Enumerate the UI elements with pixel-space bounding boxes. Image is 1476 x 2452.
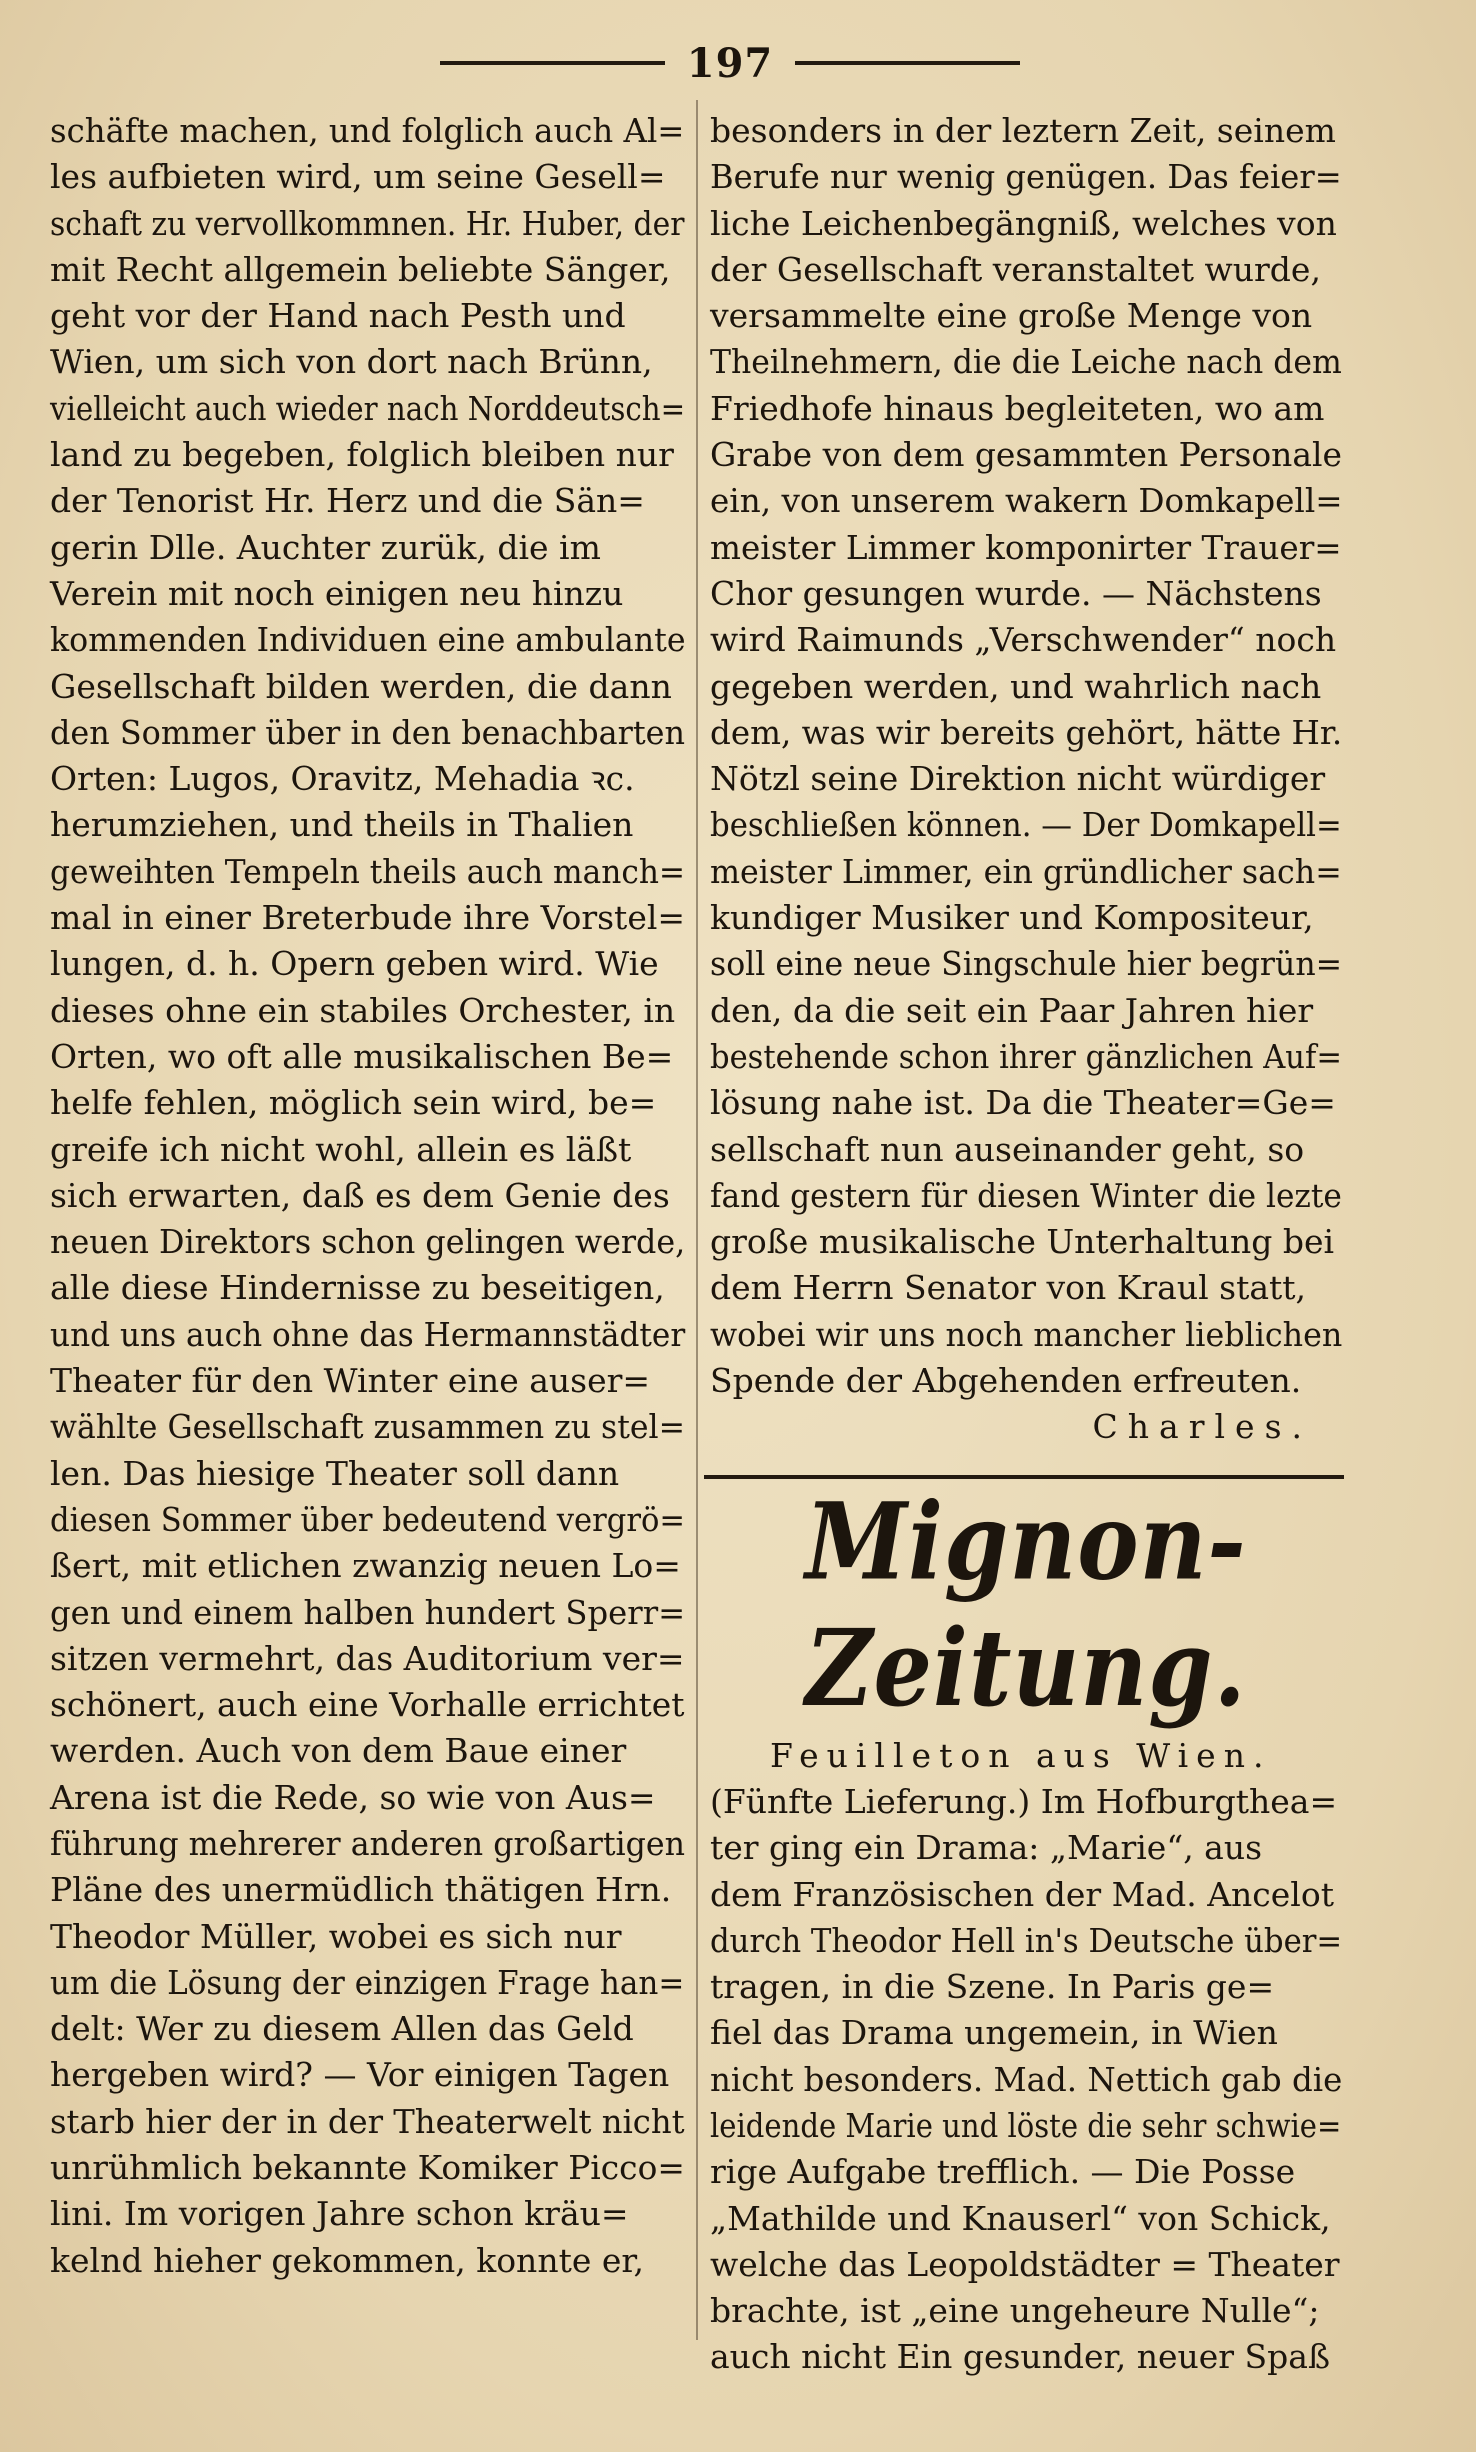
text-line: schaft zu vervollkommnen. Hr. Huber, der	[50, 203, 685, 243]
text-line: große musikalische Unterhaltung bei	[710, 1222, 1335, 1262]
header-rule-left	[440, 61, 665, 65]
feuilleton-heading: Feuilleton aus Wien.	[770, 1735, 1272, 1775]
text-line: der Tenorist Hr. Herz und die Sän=	[50, 481, 645, 521]
text-line: wählte Gesellschaft zusammen zu stel=	[50, 1407, 686, 1447]
text-line: hergeben wird? — Vor einigen Tagen	[50, 2055, 670, 2095]
left-column	[50, 108, 685, 2284]
text-line: dem Französischen der Mad. Ancelot	[710, 1874, 1334, 1914]
text-line: Pläne des unermüdlich thätigen Hrn.	[50, 1870, 672, 1910]
text-line: geht vor der Hand nach Pesth und	[50, 296, 626, 336]
text-line: „Mathilde und Knauserl“ von Schick,	[710, 2198, 1331, 2238]
text-line: leidende Marie und löste die sehr schwie=	[710, 2105, 1342, 2145]
text-line: den Sommer über in den benachbarten	[50, 712, 686, 752]
text-line: den, da die seit ein Paar Jahren hier	[710, 990, 1314, 1030]
text-line: werden. Auch von dem Baue einer	[50, 1731, 627, 1771]
page-number: 197	[686, 39, 774, 87]
text-line: helfe fehlen, möglich sein wird, be=	[50, 1083, 657, 1123]
text-line: versammelte eine große Menge von	[710, 296, 1313, 336]
text-line: fiel das Drama ungemein, in Wien	[710, 2013, 1278, 2053]
text-line: Orten, wo oft alle musikalischen Be=	[50, 1036, 674, 1076]
text-line: gen und einem halben hundert Sperr=	[50, 1592, 686, 1632]
text-line: bestehende schon ihrer gänzlichen Auf=	[710, 1036, 1342, 1076]
text-line: liche Leichenbegängniß, welches von	[710, 203, 1337, 243]
text-line: kommenden Individuen eine ambulante	[50, 620, 686, 660]
text-line: Grabe von dem gesammten Personale	[710, 435, 1342, 475]
text-line: meister Limmer komponirter Trauer=	[710, 527, 1342, 567]
text-line: Verein mit noch einigen neu hinzu	[50, 573, 624, 613]
text-line: rige Aufgabe trefflich. — Die Posse	[710, 2152, 1296, 2192]
text-line: gegeben werden, und wahrlich nach	[710, 666, 1322, 706]
text-line: wird Raimunds „Verschwender“ noch	[710, 620, 1337, 660]
text-line: führung mehrerer anderen großartigen	[50, 1823, 686, 1863]
text-line: Nötzl seine Direktion nicht würdiger	[710, 759, 1326, 799]
text-line: durch Theodor Hell in's Deutsche über=	[710, 1920, 1343, 1960]
text-line: diesen Sommer über bedeutend vergrö=	[50, 1499, 686, 1539]
text-line: Orten: Lugos, Oravitz, Mehadia ꝛc.	[50, 759, 635, 799]
text-line: meister Limmer, ein gründlicher sach=	[710, 851, 1342, 891]
text-line: wobei wir uns noch mancher lieblichen	[710, 1314, 1343, 1354]
masthead-title: Mignon-Zeitung.	[805, 1479, 1247, 1730]
text-line: alle diese Hindernisse zu beseitigen,	[50, 1268, 665, 1308]
text-line: auch nicht Ein gesunder, neuer Spaß	[710, 2337, 1330, 2377]
column-separator	[696, 100, 698, 2340]
text-line: Theater für den Winter eine auser=	[50, 1361, 651, 1401]
text-line: ßert, mit etlichen zwanzig neuen Lo=	[50, 1546, 681, 1586]
text-line: (Fünfte Lieferung.) Im Hofburgthea=	[710, 1781, 1338, 1821]
text-line: Gesellschaft bilden werden, die dann	[50, 666, 672, 706]
text-line: mit Recht allgemein beliebte Sänger,	[50, 249, 671, 289]
text-line: gerin Dlle. Auchter zurük, die im	[50, 527, 601, 567]
header-rule-right	[795, 61, 1020, 65]
text-line: lösung nahe ist. Da die Theater=Ge=	[710, 1083, 1336, 1123]
text-line: dieses ohne ein stabiles Orchester, in	[50, 990, 676, 1030]
text-line: kelnd hieher gekommen, konnte er,	[50, 2240, 645, 2280]
text-line: um die Lösung der einzigen Frage han=	[50, 1962, 685, 2002]
text-line: nicht besonders. Mad. Nettich gab die	[710, 2059, 1343, 2099]
signature: Charles.	[1092, 1407, 1312, 1447]
text-line: ter ging ein Drama: „Marie“, aus	[710, 1828, 1263, 1868]
text-line: vielleicht auch wieder nach Norddeutsch=	[50, 388, 686, 428]
text-line: les aufbieten wird, um seine Gesell=	[50, 157, 666, 197]
text-line: welche das Leopoldstädter = Theater	[710, 2244, 1340, 2284]
text-line: Spende der Abgehenden erfreuten.	[710, 1361, 1302, 1401]
text-line: schönert, auch eine Vorhalle errichtet	[50, 1685, 685, 1725]
text-line: brachte, ist „eine ungeheure Nulle“;	[710, 2291, 1320, 2331]
text-line: besonders in der leztern Zeit, seinem	[710, 111, 1336, 150]
text-line: Theodor Müller, wobei es sich nur	[50, 1916, 622, 1956]
text-line: lini. Im vorigen Jahre schon kräu=	[50, 2194, 629, 2234]
right-column-article	[710, 108, 1342, 1404]
page-header	[440, 38, 1020, 88]
text-line: herumziehen, und theils in Thalien	[50, 805, 634, 845]
text-line: ein, von unserem wakern Domkapell=	[710, 481, 1343, 521]
text-line: greife ich nicht wohl, allein es läßt	[50, 1129, 632, 1169]
text-line: sich erwarten, daß es dem Genie des	[50, 1175, 670, 1215]
text-line: delt: Wer zu diesem Allen das Geld	[50, 2009, 634, 2049]
text-line: fand gestern für diesen Winter die lezte	[710, 1175, 1342, 1215]
text-line: sellschaft nun auseinander geht, so	[710, 1129, 1305, 1169]
text-line: sitzen vermehrt, das Auditorium ver=	[50, 1638, 685, 1678]
text-line: geweihten Tempeln theils auch manch=	[50, 851, 686, 891]
text-line: neuen Direktors schon gelingen werde,	[50, 1222, 686, 1262]
feuilleton-text	[710, 1779, 1342, 2381]
text-line: beschließen können. — Der Domkapell=	[710, 805, 1342, 845]
text-line: tragen, in die Szene. In Paris ge=	[710, 1967, 1275, 2007]
text-line: unrühmlich bekannte Komiker Picco=	[50, 2148, 685, 2188]
text-line: Wien, um sich von dort nach Brünn,	[50, 342, 653, 382]
text-line: der Gesellschaft veranstaltet wurde,	[710, 249, 1321, 289]
text-line: lungen, d. h. Opern geben wird. Wie	[50, 944, 659, 984]
text-line: len. Das hiesige Theater soll dann	[50, 1453, 620, 1493]
text-line: Theilnehmern, die die Leiche nach dem	[710, 342, 1342, 382]
right-column	[710, 108, 1342, 2381]
text-line: land zu begeben, folglich bleiben nur	[50, 435, 674, 475]
text-line: soll eine neue Singschule hier begrün=	[710, 944, 1343, 984]
text-line: und uns auch ohne das Hermannstädter	[50, 1314, 686, 1354]
text-line: Arena ist die Rede, so wie von Aus=	[50, 1777, 656, 1817]
text-line: dem Herrn Senator von Kraul statt,	[710, 1268, 1307, 1308]
text-line: schäfte machen, und folglich auch Al=	[50, 111, 685, 150]
text-line: kundiger Musiker und Kompositeur,	[710, 898, 1314, 938]
text-line: Chor gesungen wurde. — Nächstens	[710, 573, 1322, 613]
text-line: starb hier der in der Theaterwelt nicht	[50, 2101, 685, 2141]
text-line: Friedhofe hinaus begleiteten, wo am	[710, 388, 1325, 428]
text-line: dem, was wir bereits gehört, hätte Hr.	[710, 712, 1343, 752]
text-line: mal in einer Breterbude ihre Vorstel=	[50, 898, 686, 938]
text-line: Berufe nur wenig genügen. Das feier=	[710, 157, 1342, 197]
